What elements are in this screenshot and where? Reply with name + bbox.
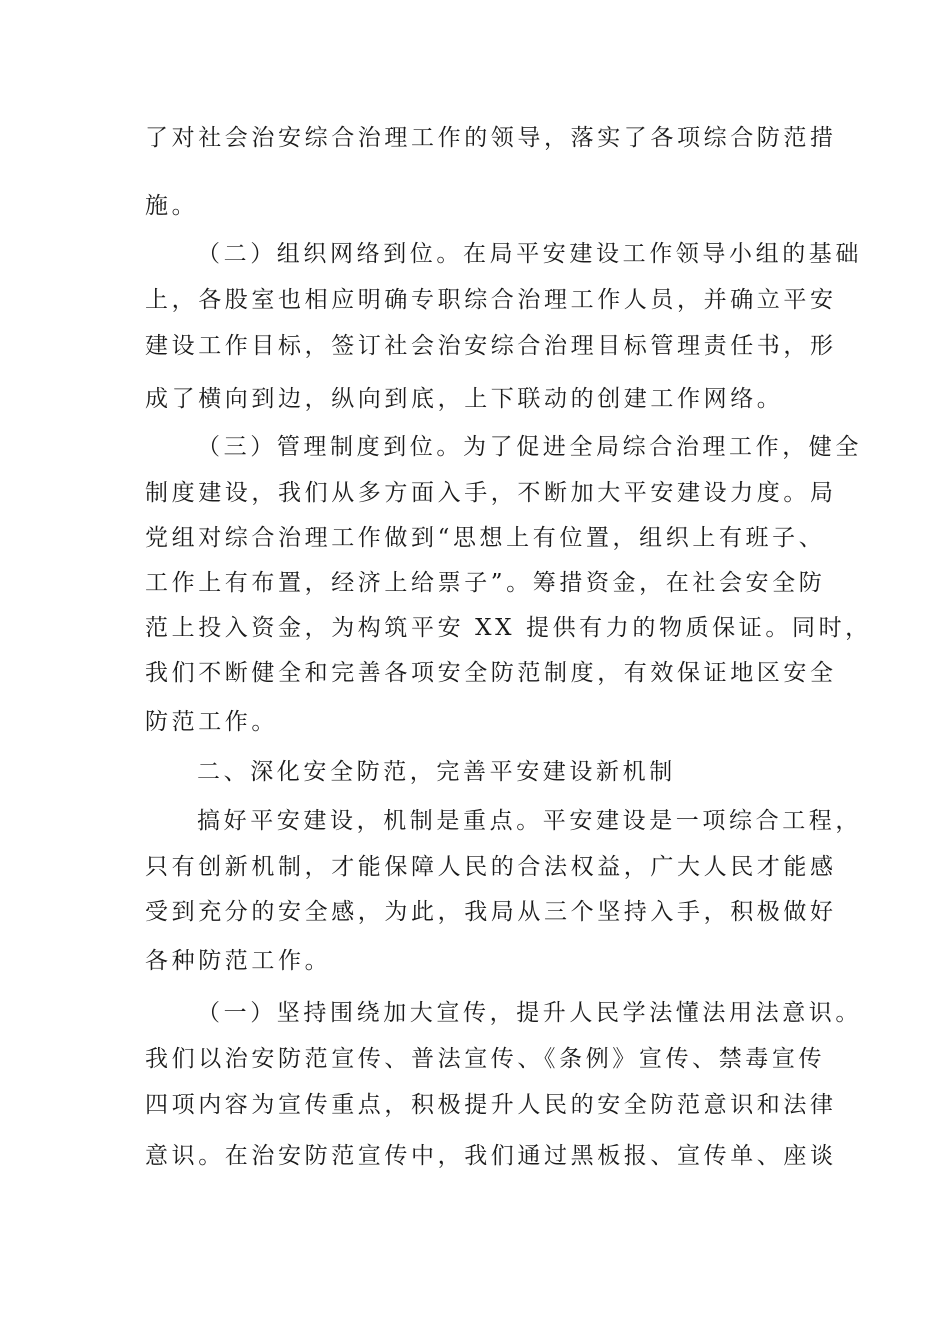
text-line: 上，各股室也相应明确专职综合治理工作人员，并确立平安 bbox=[145, 287, 837, 313]
text-line: 我们以治安防范宣传、普法宣传、《条例》宣传、禁毒宣传 bbox=[145, 1046, 826, 1072]
text-line: 成了横向到边，纵向到底，上下联动的创建工作网络。 bbox=[145, 386, 784, 412]
text-line: 工作上有布置，经济上给票子”。筹措资金，在社会安全防 bbox=[145, 570, 826, 596]
text-line: 施。 bbox=[145, 193, 199, 219]
text-line: 建设工作目标，签订社会治安综合治理目标管理责任书，形 bbox=[145, 333, 837, 359]
text-line: 意识。在治安防范宣传中，我们通过黑板报、宣传单、座谈 bbox=[145, 1143, 837, 1169]
text-line: 制度建设，我们从多方面入手，不断加大平安建设力度。局 bbox=[145, 480, 837, 506]
paragraph-heading-3: （三）管理制度到位。为了促进全局综合治理工作，健全 bbox=[197, 434, 862, 460]
text-line: 党组对综合治理工作做到“思想上有位置，组织上有班子、 bbox=[145, 525, 826, 551]
text-line: 受到充分的安全感，为此，我局从三个坚持入手，积极做好 bbox=[145, 899, 837, 925]
paragraph-heading-1: （一）坚持围绕加大宣传，提升人民学法懂法用法意识。 bbox=[197, 1000, 862, 1026]
text-line: 防范工作。 bbox=[145, 709, 278, 735]
text-line: 了对社会治安综合治理工作的领导，落实了各项综合防范措 bbox=[145, 125, 837, 151]
section-heading: 二、深化安全防范，完善平安建设新机制 bbox=[197, 759, 676, 785]
text-line: 四项内容为宣传重点，积极提升人民的安全防范意识和法律 bbox=[145, 1092, 837, 1118]
paragraph-start: 搞好平安建设，机制是重点。平安建设是一项综合工程， bbox=[197, 808, 862, 834]
text-line: 只有创新机制，才能保障人民的合法权益，广大人民才能感 bbox=[145, 854, 837, 880]
paragraph-heading-2: （二）组织网络到位。在局平安建设工作领导小组的基础 bbox=[197, 241, 862, 267]
text-line: 各种防范工作。 bbox=[145, 948, 332, 974]
text-line: 范上投入资金，为构筑平安 XX 提供有力的物质保证。同时， bbox=[145, 615, 872, 641]
text-line: 我们不断健全和完善各项安全防范制度，有效保证地区安全 bbox=[145, 660, 837, 686]
